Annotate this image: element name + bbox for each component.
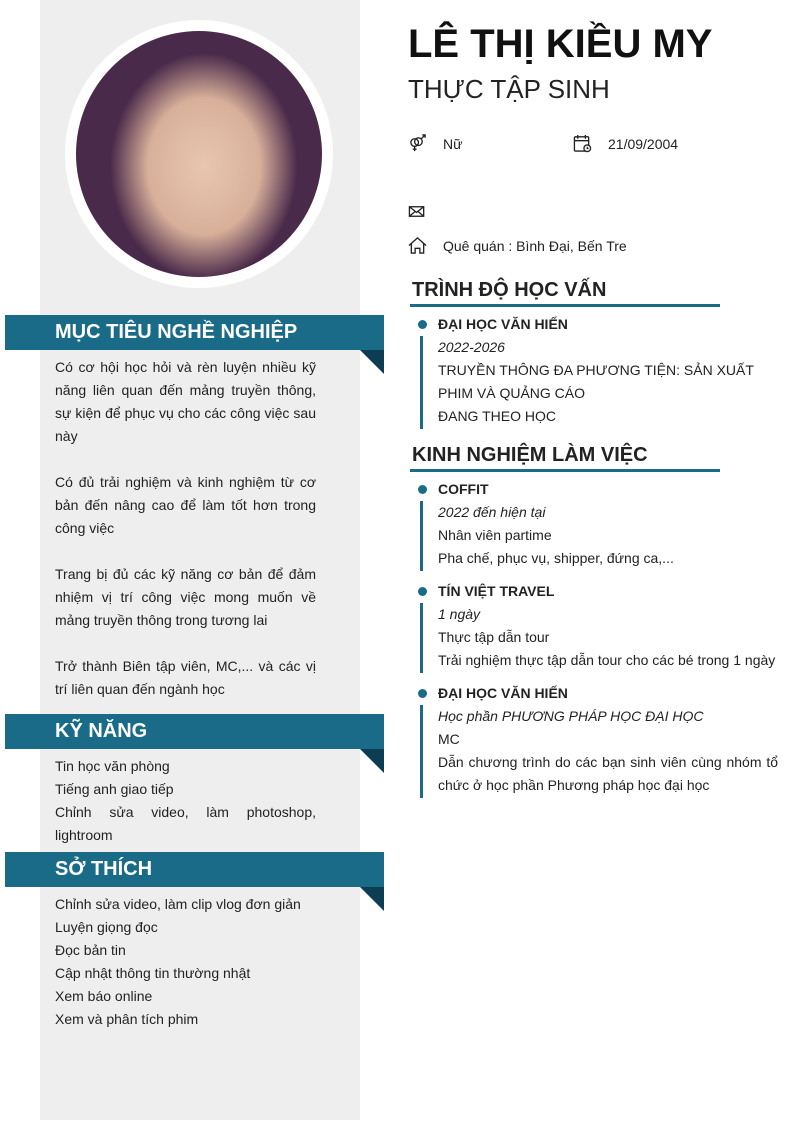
hobbies-list: [55, 893, 316, 1031]
education-period: 2022-2026: [438, 339, 505, 355]
skills-heading: KỸ NĂNG: [5, 714, 384, 749]
gender-icon: [408, 134, 427, 153]
timeline-dot: [418, 320, 427, 329]
experience-desc: Pha chế, phục vụ, shipper, đứng ca,...: [438, 550, 674, 566]
banner-fold: [360, 749, 384, 773]
experience-period: Học phần PHƯƠNG PHÁP HỌC ĐẠI HỌC: [438, 708, 704, 724]
experience-entry: [418, 682, 778, 798]
objective-paragraph: Có cơ hội học hỏi và rèn luyện nhiều kỹ năng liên quan đến mảng truyền thông, sự kiện để phục vụ cho các công việc sau này: [55, 359, 316, 444]
experience-role: Nhân viên partime: [438, 527, 552, 543]
skill-item: Chỉnh sửa video, làm photoshop, lightroom: [55, 804, 316, 843]
timeline-line: [420, 336, 423, 429]
timeline-line: [420, 501, 423, 571]
hobby-item: Đọc bản tin: [55, 942, 126, 958]
hobby-item: Cập nhật thông tin thường nhật: [55, 965, 251, 981]
school-name: ĐẠI HỌC VĂN HIẾN: [438, 316, 568, 332]
gender-row: [408, 134, 462, 153]
education-major: TRUYỀN THÔNG ĐA PHƯƠNG TIỆN: SẢN XUẤT PHIM VÀ QUẢNG CÁO: [438, 362, 754, 401]
hobby-item: Luyện giọng đọc: [55, 919, 158, 935]
objective-text: [55, 356, 316, 724]
calendar-icon: [573, 134, 592, 153]
timeline-dot: [418, 689, 427, 698]
experience-desc: Dẫn chương trình do các bạn sinh viên cùng nhóm tổ chức ở học phần Phương pháp học đại học: [438, 754, 778, 793]
hometown-value: Quê quán : Bình Đại, Bến Tre: [443, 237, 627, 254]
objective-paragraph: Có đủ trải nghiệm và kinh nghiệm từ cơ bản đến nâng cao để làm tốt hơn trong công việc: [55, 474, 316, 536]
hobbies-heading: SỞ THÍCH: [5, 852, 384, 887]
company-name: TÍN VIỆT TRAVEL: [438, 583, 555, 599]
objective-heading: MỤC TIÊU NGHỀ NGHIỆP: [5, 315, 384, 350]
skill-item: Tin học văn phòng: [55, 758, 170, 774]
experience-period: 1 ngày: [438, 606, 481, 622]
company-name: COFFIT: [438, 481, 489, 497]
experience-entry: [418, 580, 778, 673]
objective-paragraph: Trang bị đủ các kỹ năng cơ bản để đảm nhiệm vị trí công việc mong muốn về mảng truyền thông trong tương lai: [55, 566, 316, 628]
hobby-item: Xem và phân tích phim: [55, 1011, 199, 1027]
experience-desc: Trải nghiệm thực tập dẫn tour cho các bé trong 1 ngày: [438, 652, 776, 668]
email-row: [408, 202, 443, 221]
education-entry: [418, 313, 778, 429]
gender-value: Nữ: [443, 135, 463, 152]
skills-list: [55, 755, 316, 847]
banner-fold: [360, 350, 384, 374]
education-status: ĐANG THEO HỌC: [438, 408, 556, 424]
banner-fold: [360, 887, 384, 911]
mail-icon: [408, 202, 427, 221]
job-title: THỰC TẬP SINH: [408, 74, 610, 104]
home-icon: [408, 236, 427, 255]
experience-role: MC: [438, 731, 460, 747]
hometown-row: [408, 236, 627, 255]
timeline-line: [420, 705, 423, 798]
dob-row: [573, 134, 678, 153]
experience-period: 2022 đến hiện tại: [438, 504, 546, 520]
full-name: LÊ THỊ KIỀU MY: [408, 22, 713, 66]
skill-item: Tiếng anh giao tiếp: [55, 781, 174, 797]
experience-heading: KINH NGHIỆM LÀM VIỆC: [410, 444, 720, 472]
company-name: ĐẠI HỌC VĂN HIẾN: [438, 685, 568, 701]
objective-paragraph: Trở thành Biên tập viên, MC,... và các vị trí liên quan đến ngành học: [55, 658, 316, 697]
experience-entry: [418, 478, 778, 571]
hobby-item: Xem báo online: [55, 988, 153, 1004]
timeline-line: [420, 603, 423, 673]
education-heading: TRÌNH ĐỘ HỌC VẤN: [410, 279, 720, 307]
timeline-dot: [418, 587, 427, 596]
experience-role: Thực tập dẫn tour: [438, 629, 550, 645]
avatar: [76, 31, 322, 277]
hobby-item: Chỉnh sửa video, làm clip vlog đơn giản: [55, 896, 301, 912]
dob-value: 21/09/2004: [608, 135, 679, 152]
timeline-dot: [418, 485, 427, 494]
